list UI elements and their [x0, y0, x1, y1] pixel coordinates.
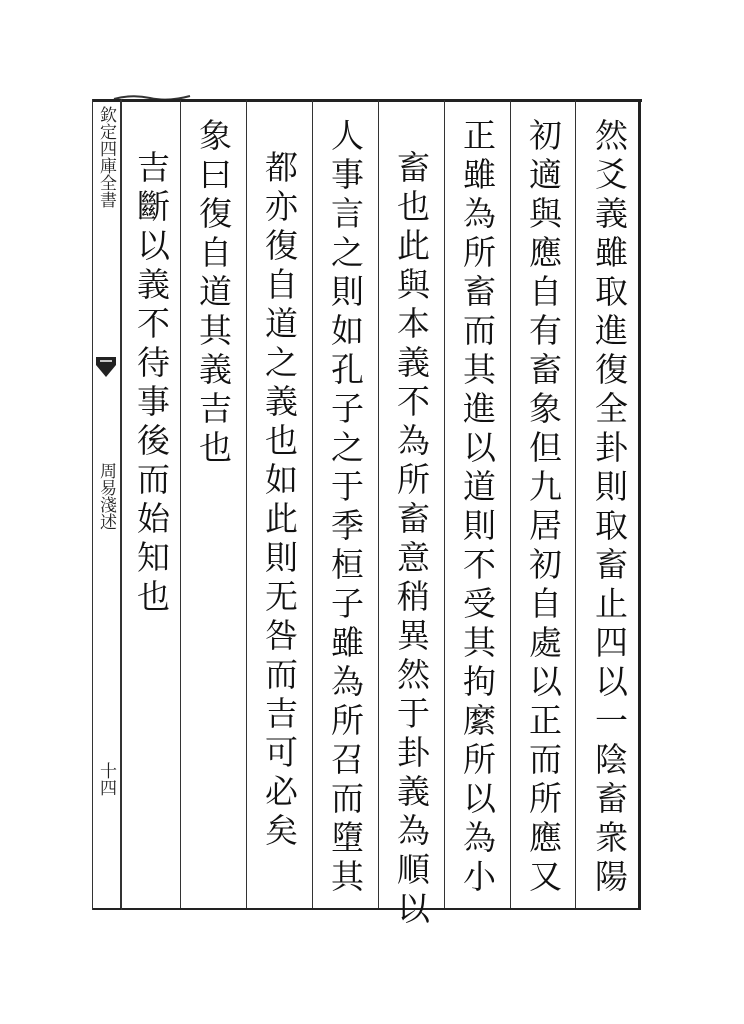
text-column-2: 初適與應自有畜象但九居初自處以正而所應又	[524, 118, 563, 898]
text-column-5: 人事言之則如孔子之于季桓子雖為所召而墮其	[326, 118, 365, 898]
text-column-3: 正雖為所畜而其進以道則不受其拘縻所以為小	[458, 118, 497, 898]
column-rule	[444, 100, 445, 908]
frame-top-border	[92, 99, 642, 102]
column-rule	[120, 100, 121, 908]
fish-tail-mark-icon	[94, 355, 118, 379]
margin-page-number: 十四	[96, 762, 116, 796]
column-rule	[180, 100, 181, 908]
text-column-7: 象曰復自道其義吉也	[194, 118, 233, 469]
text-column-6: 都亦復自道之義也如此則无咎而吉可必矣	[260, 150, 299, 852]
text-column-4: 畜也此與本義不為所畜意稍異然于卦義為順以	[392, 150, 431, 930]
frame-bottom-border	[92, 908, 641, 910]
column-rule	[510, 100, 511, 908]
column-rule	[575, 100, 576, 908]
column-rule	[246, 100, 247, 908]
text-column-8: 吉斷以義不待事後而始知也	[132, 150, 171, 618]
margin-section-title: 周易淺述	[96, 462, 116, 530]
margin-book-title: 欽定四庫全書	[96, 106, 116, 208]
frame-right-border	[638, 99, 641, 909]
column-rule	[312, 100, 313, 908]
text-column-1: 然爻義雖取進復全卦則取畜止四以一陰畜衆陽	[590, 118, 629, 898]
column-rule	[378, 100, 379, 908]
